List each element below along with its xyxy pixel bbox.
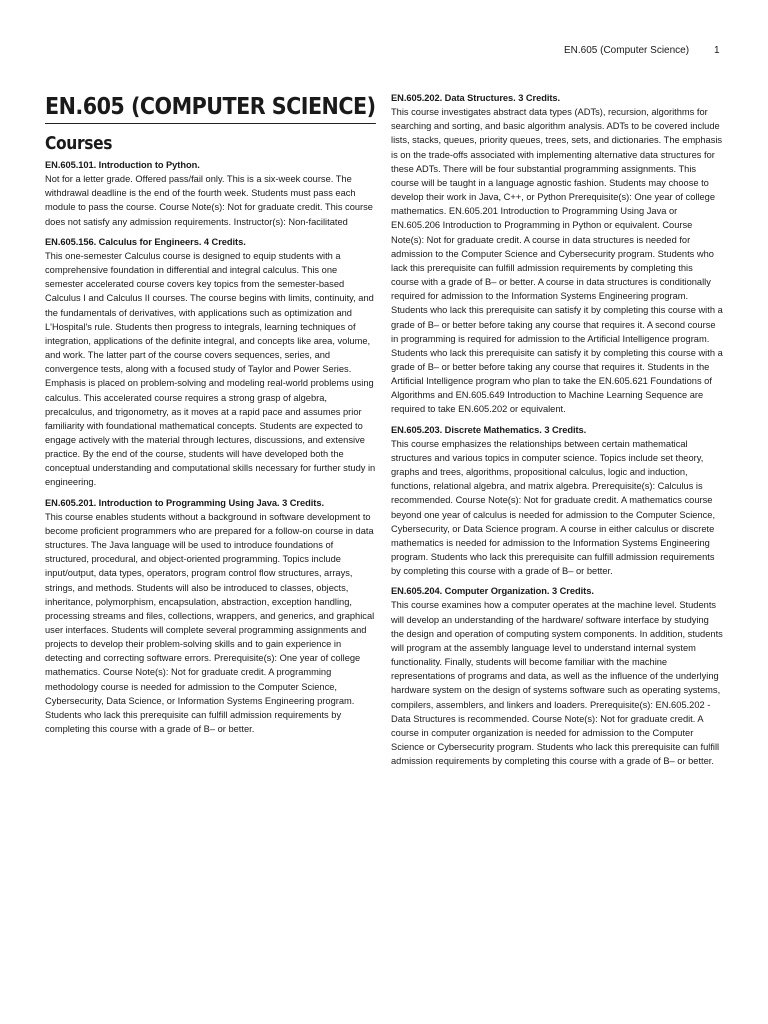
running-header bbox=[0, 44, 768, 58]
running-header-title: EN.605 (Computer Science) bbox=[564, 45, 690, 56]
course-entry bbox=[45, 235, 377, 490]
section-heading-courses: Courses bbox=[45, 133, 113, 154]
course-description: This one-semester Calculus course is designed to equip students with a comprehensive foundation in differential and integral calculus. This one semester accelerated course covers key topics from the semester-based Calculus I and Calculus II courses. The course begins with limits, continuity, and the fundamentals of derivatives, with applications such as optimization and L'Hospital's rule. Students then progress to integrals, learning techniques of integration, applications of the definite integral, and concepts like area, volume, and work. The latter part of the course covers sequences, series, and convergence tests, along with a focused study of Taylor and Power Series. Emphasis is placed on problem-solving and modeling real-world problems using calculus. This accelerated course requires a strong grasp of algebra, precalculus, and trigonometry, as it moves at a rapid pace and assumes prior familiarity with foundational mathematical concepts. Students are expected to engage actively with the material through lectures, discussions, and extensive practice. By the end of the course, students will have developed both the conceptual understanding and computational skills necessary for further study in engineering. bbox=[45, 250, 376, 488]
course-description: This course emphasizes the relationships between certain mathematical structures and various topics in computer science. Topics include set theory, graphs and trees, algorithms, propositional calculus, logic and induction, functions, relational algebra, and matrix algebra. Prerequisite(s): Calculus is recommended. Course Note(s): Not for graduate credit. A mathematics course beyond one year of calculus is needed for admission to the Computer Science, Cybersecurity, or Data Science program. A course in either calculus or discrete mathematics is needed for admission to the Information Systems Engineering program. Students who lack this prerequisite can fulfill admission requirements by completing this course with a grade of B– or better. bbox=[391, 438, 716, 577]
course-entry bbox=[391, 91, 723, 417]
course-entry bbox=[45, 496, 377, 737]
course-title: EN.605.201. Introduction to Programming Using Java. 3 Credits. bbox=[45, 497, 324, 508]
course-description: This course enables students without a background in software development to become proficient programmers who are prepared for a follow-on course in data structures. The Java language will be used to introduce foundations of structured, procedural, and object-oriented programming. Topics include input/output, data types, operators, program control flow structures, arrays, strings, and methods. Students will also be introduced to classes, objects, inheritance, polymorphism, encapsulation, abstraction, exception handling, processing streams and files, collections, wrappers, and generics, and graphical user interfaces. Students will complete several programming assignments and projects to develop their problem-solving skills and to gain experience in detecting and correcting software errors. Prerequisite(s): One year of college mathematics. Course Note(s): Not for graduate credit. A programming methodology course is needed for admission to the Computer Science, Cybersecurity, Data Science, or Information Systems Engineering program. Students who lack this prerequisite can fulfill admission requirements by completing this course with a grade of B– or better. bbox=[45, 511, 375, 735]
document-title: EN.605 (COMPUTER SCIENCE) bbox=[45, 93, 376, 124]
course-title: EN.605.156. Calculus for Engineers. 4 Credits. bbox=[45, 236, 246, 247]
course-title: EN.605.204. Computer Organization. 3 Credits. bbox=[391, 586, 594, 597]
course-title: EN.605.203. Discrete Mathematics. 3 Credits. bbox=[391, 424, 587, 435]
course-description: Not for a letter grade. Offered pass/fail only. This is a six-week course. The withdrawal deadline is the end of the fourth week. Students must pass each module to pass the course. Course Note(s): Not for graduate credit. This course does not satisfy any admission requirements. Instructor(s): Non-facilitated bbox=[45, 174, 373, 227]
right-column bbox=[391, 93, 723, 774]
course-title: EN.605.202. Data Structures. 3 Credits. bbox=[391, 93, 561, 103]
course-entry bbox=[391, 584, 723, 768]
page-number: 1 bbox=[714, 45, 720, 56]
course-entry bbox=[391, 423, 723, 579]
left-column bbox=[45, 93, 377, 742]
course-entry bbox=[45, 158, 377, 229]
course-title: EN.605.101. Introduction to Python. bbox=[45, 160, 200, 170]
course-description: This course examines how a computer operates at the machine level. Students will develop an understanding of the hardware/ software interface by studying the design and operation of computing system components. In addition, students will program at the assembly language level to understand internal system functionality. Finally, students will become familiar with the machine representations of programs and data, as well as the influence of the underlying hardware system on the design of systems software such as operating systems, compilers, assemblers, and linkers and loaders. Prerequisite(s): EN.605.202 - Data Structures is recommended. Course Note(s): Not for graduate credit. A course in computer organization is needed for admission to the Computer Science or Cybersecurity program. Students who lack this prerequisite can fulfill admission requirements by completing this course with a grade of B– or better. bbox=[391, 600, 723, 767]
course-description: This course investigates abstract data types (ADTs), recursion, algorithms for searching and sorting, and basic algorithm analysis. ADTs to be covered include lists, stacks, queues, priority queues, trees, sets, and dictionaries. The emphasis is on the trade-offs associated with implementing alternative data structures for these ADTs. There will be four substantial programming assignments. This course will be taught in a language agnostic fashion. Students may choose to develop their work in Java, C++, or Python Prerequisite(s): One year of college mathematics. EN.605.201 Introduction to Programming Using Java or EN.605.206 Introduction to Programming in Python or equivalent. Course Note(s): Not for graduate credit. A course in data structures is needed for admission to the Computer Science and Cybersecurity program. Students who lack this prerequisite can fulfill admission requirements by completing this course with a grade of B– or better. A course in data structures is conditionally required for admission to the Information Systems Engineering program. Students who lack this prerequisite can satisfy it by completing this course with a grade of B– or better before taking any course that requires it. A second course in programming is required for admission to the Artificial Intelligence program. Students who lack this prerequisite can satisfy it by completing this course with a grade of B– or better before taking any course that requires it. Students in the Artificial Intelligence program who plan to take the EN.605.621 Foundations of Algorithms and EN.605.649 Introduction to Machine Learning Sequence are required to take EN.605.202 or equivalent. bbox=[391, 107, 723, 415]
